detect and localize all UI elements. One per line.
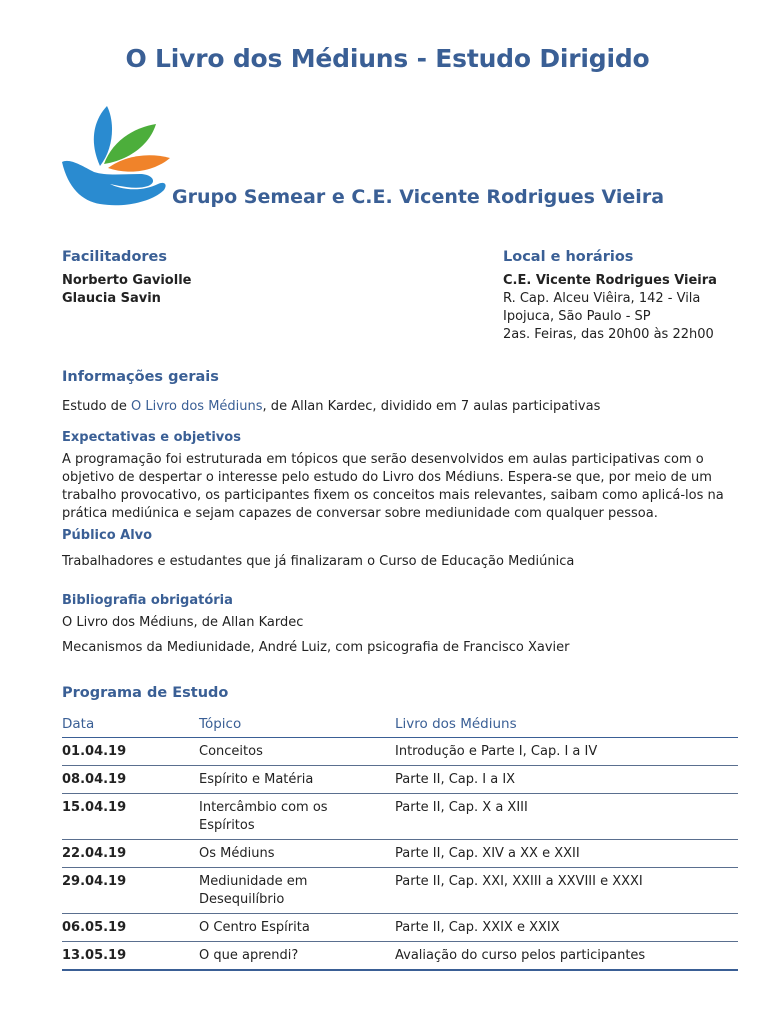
local-schedule: 2as. Feiras, das 20h00 às 22h00	[503, 327, 714, 342]
table-header-row	[62, 714, 738, 738]
programa-heading: Programa de Estudo	[62, 685, 229, 701]
row-date: 15.04.19	[62, 794, 199, 840]
row-topic	[199, 942, 395, 971]
publico-heading: Público Alvo	[62, 528, 153, 543]
row-topic-text: Intercâmbio com os Espíritos	[199, 800, 328, 833]
row-topic-text: Conceitos	[199, 744, 263, 759]
info-text-after: , de Allan Kardec, dividido em 7 aulas participativas	[262, 399, 601, 414]
row-topic-text: O que aprendi?	[199, 948, 299, 963]
programa-table-body	[62, 738, 738, 971]
info-text	[62, 398, 742, 416]
row-date: 22.04.19	[62, 840, 199, 868]
row-reference: Parte II, Cap. I a IX	[395, 766, 738, 794]
row-reference: Parte II, Cap. XXIX e XXIX	[395, 914, 738, 942]
column-header-topico: Tópico	[199, 714, 395, 738]
row-topic	[199, 868, 395, 914]
facilitador-name: Norberto Gaviolle	[62, 273, 192, 288]
info-text-before: Estudo de	[62, 399, 132, 414]
logo	[60, 104, 172, 208]
table-row	[62, 794, 738, 840]
expectativas-text: A programação foi estruturada em tópicos que serão desenvolvidos em aulas participativas com o objetivo de despertar o interesse pelo estudo do Livro dos Médiuns. Espera-se que, por meio de um trabalho provocativo, os participantes fixem os conceitos mais relevantes, saibam como aplicá-los na prática mediúnica e sejam capazes de conversar sobre mediunidade com qualquer pessoa.	[62, 452, 724, 521]
bibliografia-item: Mecanismos da Mediunidade, André Luiz, com psicografia de Francisco Xavier	[62, 640, 570, 655]
row-topic	[199, 738, 395, 766]
local-block	[503, 272, 733, 344]
row-date: 29.04.19	[62, 868, 199, 914]
row-topic	[199, 914, 395, 942]
table-row	[62, 840, 738, 868]
local-address: R. Cap. Alceu Viêira, 142 - Vila Ipojuca, São Paulo - SP	[503, 291, 701, 324]
row-topic-text: Os Médiuns	[199, 846, 275, 861]
table-row	[62, 766, 738, 794]
publico-text: Trabalhadores e estudantes que já finalizaram o Curso de Educação Mediúnica	[62, 554, 575, 569]
programa-table	[62, 714, 738, 971]
row-topic	[199, 794, 395, 840]
expectativas-heading: Expectativas e objetivos	[62, 430, 241, 445]
row-reference: Parte II, Cap. XXI, XXIII a XXVIII e XXXI	[395, 868, 738, 914]
row-topic	[199, 766, 395, 794]
row-reference: Parte II, Cap. X a XIII	[395, 794, 738, 840]
row-topic-text: Mediunidade em Desequilíbrio	[199, 874, 308, 907]
facilitadores-heading: Facilitadores	[62, 249, 168, 265]
bibliografia-heading: Bibliografia obrigatória	[62, 593, 233, 608]
row-reference: Parte II, Cap. XIV a XX e XXII	[395, 840, 738, 868]
table-row	[62, 868, 738, 914]
facilitadores-list	[62, 272, 191, 308]
row-topic-text: O Centro Espírita	[199, 920, 310, 935]
row-topic	[199, 840, 395, 868]
table-row	[62, 942, 738, 971]
row-topic-text: Espírito e Matéria	[199, 772, 314, 787]
row-date: 08.04.19	[62, 766, 199, 794]
row-date: 06.05.19	[62, 914, 199, 942]
bibliografia-list	[62, 614, 742, 664]
subtitle: Grupo Semear e C.E. Vicente Rodrigues Vieira	[172, 186, 665, 208]
book-link: O Livro dos Médiuns	[131, 399, 263, 414]
local-name: C.E. Vicente Rodrigues Vieira	[503, 273, 717, 288]
page-title: O Livro dos Médiuns - Estudo Dirigido	[125, 44, 650, 73]
bibliografia-item: O Livro dos Médiuns, de Allan Kardec	[62, 615, 304, 630]
table-row	[62, 738, 738, 766]
row-date: 01.04.19	[62, 738, 199, 766]
column-header-data: Data	[62, 714, 199, 738]
row-reference: Avaliação do curso pelos participantes	[395, 942, 738, 971]
row-reference: Introdução e Parte I, Cap. I a IV	[395, 738, 738, 766]
row-date: 13.05.19	[62, 942, 199, 971]
local-heading: Local e horários	[503, 249, 634, 265]
facilitador-name: Glaucia Savin	[62, 291, 161, 306]
info-heading: Informações gerais	[62, 369, 219, 385]
table-row	[62, 914, 738, 942]
column-header-livro: Livro dos Médiuns	[395, 714, 738, 738]
